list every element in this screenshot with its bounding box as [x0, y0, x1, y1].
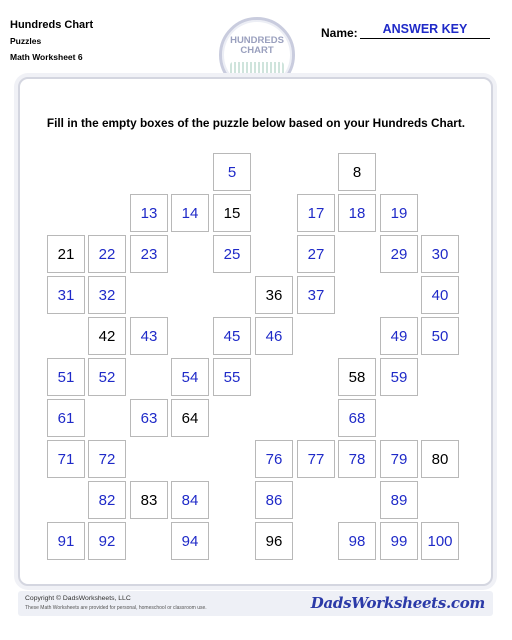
usage-note: These Math Worksheets are provided for personal, homeschool or classroom use.	[25, 605, 207, 611]
puzzle-cell-30: 30	[421, 235, 459, 273]
name-label: Name:	[321, 26, 358, 40]
puzzle-cell-15: 15	[213, 194, 251, 232]
instructions: Fill in the empty boxes of the puzzle below based on your Hundreds Chart.	[46, 116, 466, 130]
worksheet-title: Hundreds Chart	[10, 19, 94, 31]
puzzle-cell-71: 71	[47, 440, 85, 478]
puzzle-cell-100: 100	[421, 522, 459, 560]
puzzle-cell-59: 59	[380, 358, 418, 396]
puzzle-cell-14: 14	[171, 194, 209, 232]
puzzle-cell-23: 23	[130, 235, 168, 273]
puzzle-cell-96: 96	[255, 522, 293, 560]
puzzle-cell-42: 42	[88, 317, 126, 355]
puzzle-cell-22: 22	[88, 235, 126, 273]
brand-logo: DadsWorksheets.com	[310, 594, 485, 612]
puzzle-cell-98: 98	[338, 522, 376, 560]
worksheet-number: Math Worksheet 6	[10, 52, 83, 62]
puzzle-cell-84: 84	[171, 481, 209, 519]
puzzle-cell-82: 82	[88, 481, 126, 519]
puzzle-cell-54: 54	[171, 358, 209, 396]
puzzle-cell-17: 17	[297, 194, 335, 232]
puzzle-cell-55: 55	[213, 358, 251, 396]
puzzle-cell-5: 5	[213, 153, 251, 191]
copyright-text: Copyright © DadsWorksheets, LLC	[25, 595, 131, 602]
puzzle-cell-58: 58	[338, 358, 376, 396]
puzzle-cell-21: 21	[47, 235, 85, 273]
footer	[18, 591, 493, 616]
puzzle-cell-43: 43	[130, 317, 168, 355]
puzzle-cell-68: 68	[338, 399, 376, 437]
puzzle-cell-52: 52	[88, 358, 126, 396]
puzzle-cell-79: 79	[380, 440, 418, 478]
puzzle-cell-80: 80	[421, 440, 459, 478]
puzzle-cell-40: 40	[421, 276, 459, 314]
puzzle-cell-76: 76	[255, 440, 293, 478]
puzzle-cell-91: 91	[47, 522, 85, 560]
puzzle-cell-64: 64	[171, 399, 209, 437]
puzzle-cell-27: 27	[297, 235, 335, 273]
puzzle-cell-89: 89	[380, 481, 418, 519]
puzzle-cell-78: 78	[338, 440, 376, 478]
puzzle-cell-19: 19	[380, 194, 418, 232]
puzzle-cell-83: 83	[130, 481, 168, 519]
puzzle-cell-50: 50	[421, 317, 459, 355]
puzzle-cell-29: 29	[380, 235, 418, 273]
puzzle-cell-99: 99	[380, 522, 418, 560]
puzzle-cell-31: 31	[47, 276, 85, 314]
worksheet-subtitle: Puzzles	[10, 36, 42, 46]
puzzle-cell-63: 63	[130, 399, 168, 437]
puzzle-cell-72: 72	[88, 440, 126, 478]
puzzle-cell-61: 61	[47, 399, 85, 437]
puzzle-cell-94: 94	[171, 522, 209, 560]
logo-text: HUNDREDS CHART	[230, 35, 284, 56]
puzzle-cell-46: 46	[255, 317, 293, 355]
puzzle-cell-45: 45	[213, 317, 251, 355]
puzzle-cell-37: 37	[297, 276, 335, 314]
puzzle-cell-8: 8	[338, 153, 376, 191]
puzzle-cell-51: 51	[47, 358, 85, 396]
puzzle-cell-49: 49	[380, 317, 418, 355]
puzzle-cell-86: 86	[255, 481, 293, 519]
puzzle-cell-32: 32	[88, 276, 126, 314]
puzzle-cell-18: 18	[338, 194, 376, 232]
puzzle-cell-25: 25	[213, 235, 251, 273]
puzzle-cell-77: 77	[297, 440, 335, 478]
puzzle-cell-92: 92	[88, 522, 126, 560]
name-field: ANSWER KEY	[360, 22, 490, 39]
puzzle-cell-36: 36	[255, 276, 293, 314]
puzzle-cell-13: 13	[130, 194, 168, 232]
